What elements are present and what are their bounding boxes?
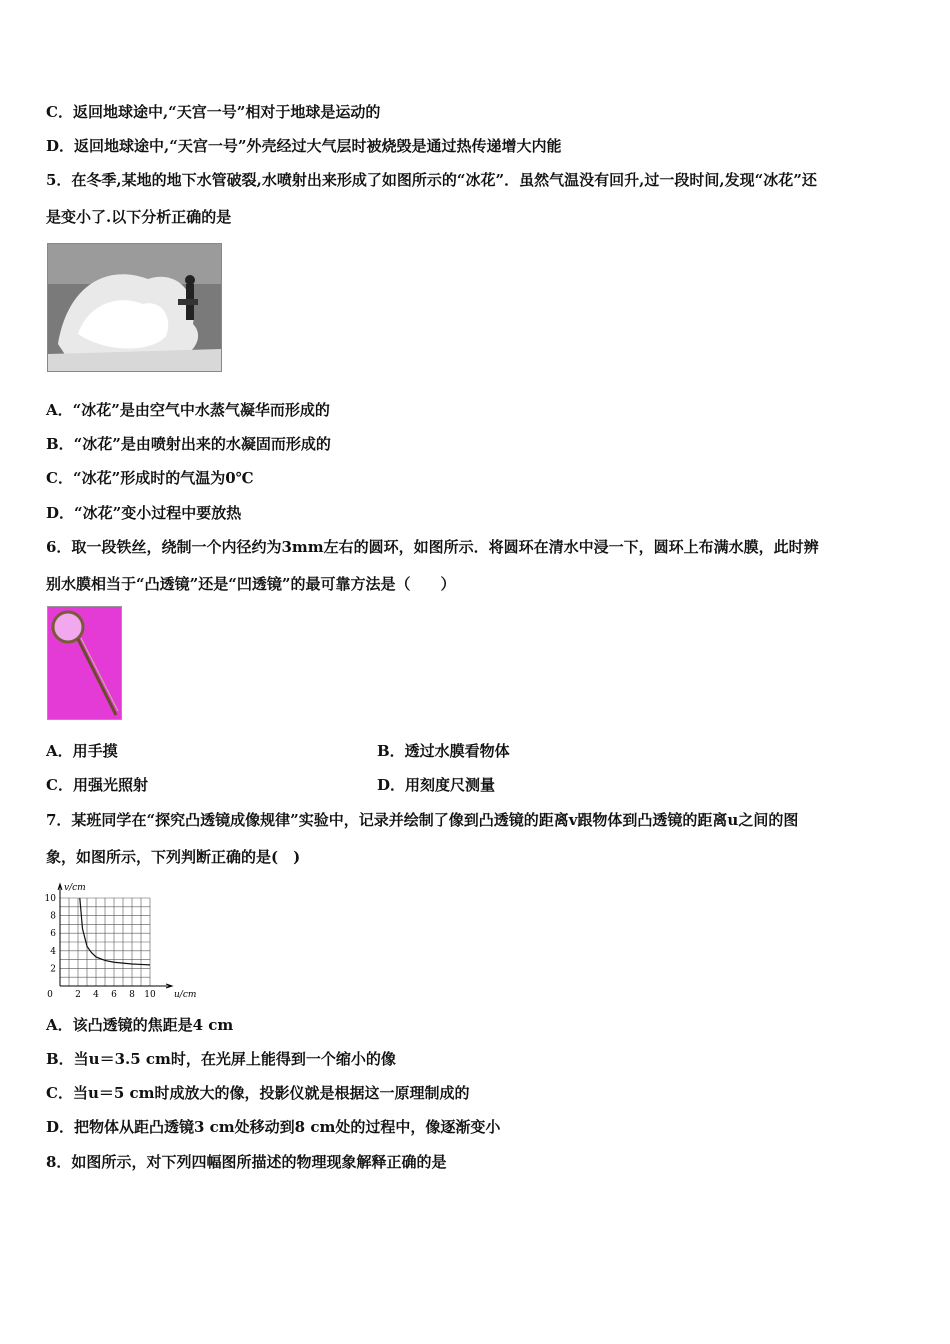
x-axis-label: u/cm	[174, 990, 197, 1000]
q4-option-d: D．返回地球途中,“天宫一号”外壳经过大气层时被烧毁是通过热传递增大内能	[46, 137, 562, 155]
q5-option-c: C．“冰花”形成时的气温为0℃	[46, 469, 254, 487]
q5-stem-line1: 5．在冬季,某地的地下水管破裂,水喷射出来形成了如图所示的“冰花”．虽然气温没有回升,过一段时间,发现“冰花”还	[46, 171, 817, 189]
q6-stem-line2: 别水膜相当于“凸透镜”还是“凹透镜”的最可靠方法是（ ）	[46, 575, 456, 593]
q4-option-c: C．返回地球途中,“天宫一号”相对于地球是运动的	[46, 103, 381, 121]
uv-curve	[80, 898, 150, 965]
y-axis-label: v/cm	[64, 883, 86, 893]
q5-option-b: B．“冰花”是由喷射出来的水凝固而形成的	[46, 435, 331, 453]
y-tick-label: 4	[50, 946, 56, 957]
q7-option-a: A．该凸透镜的焦距是4 cm	[46, 1016, 234, 1034]
ice-flower-illustration	[48, 244, 221, 371]
x-tick-label: 2	[75, 990, 81, 1000]
x-tick-label: 6	[111, 990, 117, 1000]
ice-flower-photo	[47, 243, 222, 372]
q6-stem-line1: 6．取一段铁丝，绕制一个内径约为3mm左右的圆环，如图所示．将圆环在清水中浸一下，圆环上布满水膜，此时辨	[46, 538, 819, 556]
x-tick-label: 4	[93, 990, 99, 1000]
q8-stem-line1: 8．如图所示，对下列四幅图所描述的物理现象解释正确的是	[46, 1153, 447, 1171]
wire-loop-photo	[47, 606, 122, 720]
q7-stem-line1: 7．某班同学在“探究凸透镜成像规律”实验中，记录并绘制了像到凸透镜的距离v跟物体到凸透镜的距离u之间的图	[46, 811, 799, 829]
q7-option-c: C．当u＝5 cm时成放大的像，投影仪就是根据这一原理制成的	[46, 1084, 470, 1102]
x-tick-label: 8	[129, 990, 135, 1000]
q7-option-d: D．把物体从距凸透镜3 cm处移动到8 cm处的过程中，像逐渐变小	[46, 1118, 501, 1136]
y-tick-label: 10	[44, 894, 56, 904]
uv-graph	[40, 876, 197, 1002]
q6-option-c: C．用强光照射	[46, 776, 148, 794]
uv-graph-svg	[40, 876, 197, 1002]
x-tick-label: 10	[144, 990, 156, 1000]
y-tick-label: 2	[50, 964, 56, 975]
wire-loop-illustration	[48, 607, 121, 719]
x-tick-label: 0	[47, 990, 53, 1000]
q6-option-b: B．透过水膜看物体	[377, 742, 510, 760]
y-tick-label: 8	[50, 911, 56, 922]
q5-stem-line2: 是变小了.以下分析正确的是	[46, 208, 232, 226]
q7-option-b: B．当u＝3.5 cm时，在光屏上能得到一个缩小的像	[46, 1050, 396, 1068]
q5-option-d: D．“冰花”变小过程中要放热	[46, 504, 242, 522]
y-tick-label: 6	[50, 929, 56, 940]
q5-option-a: A．“冰花”是由空气中水蒸气凝华而形成的	[46, 401, 330, 419]
q6-option-d: D．用刻度尺测量	[377, 776, 496, 794]
q7-stem-line2: 象，如图所示，下列判断正确的是( )	[46, 848, 301, 866]
q6-option-a: A．用手摸	[46, 742, 118, 760]
